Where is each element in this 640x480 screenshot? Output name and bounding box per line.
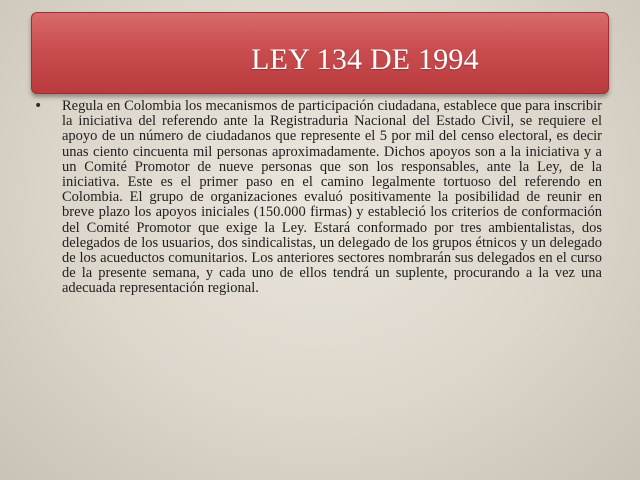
slide-body	[34, 99, 602, 297]
bullet-paragraph: Regula en Colombia los mecanismos de participación ciudadana, establece que para inscribir la iniciativa del referendo ante la Registraduria Nacional del Estado Civil, se requiere el apoyo de un número de ciudadanos que represente el 5 por mil del censo electoral, es decir unas ciento cincuenta mil personas aproximadamente. Dichos apoyos son a la iniciativa y a un Comité Promotor de nueve personas que son los responsables, ante la Ley, de la iniciativa. Este es el primer paso en el camino legalmente tortuoso del referendo en Colombia. El grupo de organizaciones evaluó positivamente la posibilidad de reunir en breve plazo los apoyos iniciales (150.000 firmas) y estableció los criterios de conformación del Comité Promotor que exige la Ley. Estará conformado por tres ambientalistas, dos delegados de los usuarios, dos sindicalistas, un delegado de los grupos étnicos y un delegado de los acueductos comunitarios. Los anteriores sectores nombrarán sus delegados en el curso de la presente semana, y cada uno de ellos tendrá un suplente, procurando a la vez una adecuada representación regional.	[62, 98, 602, 297]
title-banner	[31, 12, 609, 94]
bullet-item	[34, 99, 602, 297]
bullet-icon: •	[34, 98, 43, 114]
slide-title: LEY 134 DE 1994	[251, 43, 479, 76]
